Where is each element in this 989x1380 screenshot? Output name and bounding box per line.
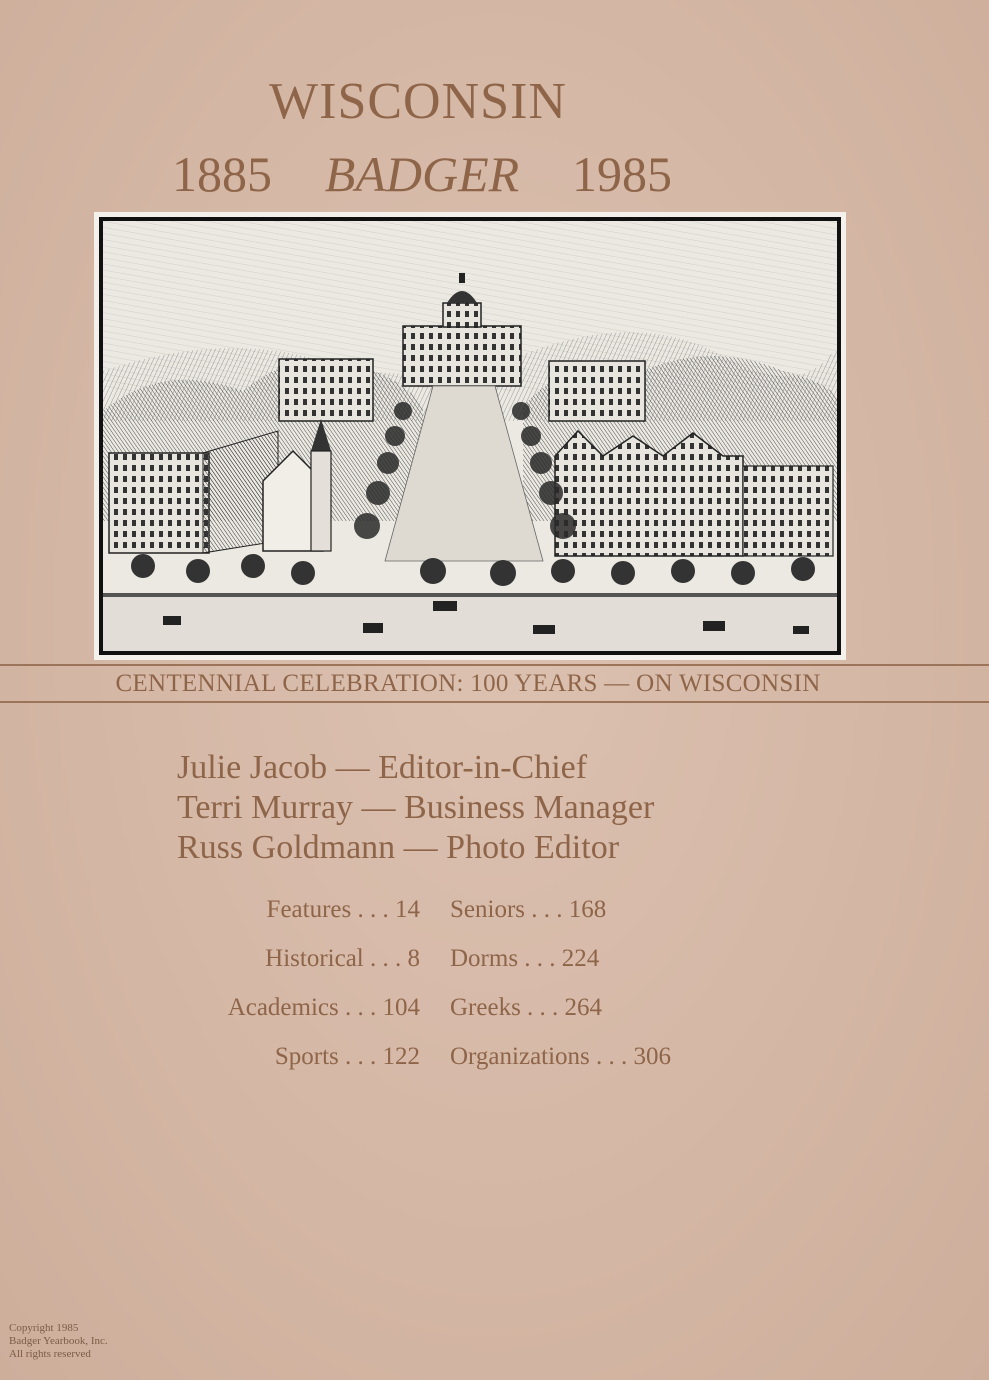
toc-item: Dorms . . . 224: [450, 945, 600, 972]
centennial-caption: CENTENNIAL CELEBRATION: 100 YEARS — ON WISCONSIN: [115, 670, 821, 697]
toc-item: Historical . . . 8: [265, 945, 420, 972]
toc-item: Organizations . . . 306: [450, 1043, 672, 1070]
copyright-line: Badger Yearbook, Inc.: [9, 1335, 108, 1347]
toc-right-column: [450, 892, 671, 1088]
copyright-line: All rights reserved: [9, 1348, 91, 1360]
title-wisconsin: WISCONSIN: [269, 73, 567, 130]
copyright-line: Copyright 1985: [9, 1322, 79, 1334]
toc-item: Features . . . 14: [266, 896, 420, 923]
staff-list: [177, 748, 654, 868]
campus-engraving: [94, 212, 846, 660]
caption-rule-bottom: [0, 701, 989, 703]
toc-item: Academics . . . 104: [227, 994, 420, 1021]
year-end: 1985: [571, 146, 672, 202]
toc-left-column: [228, 892, 420, 1088]
toc-item: Greeks . . . 264: [450, 994, 603, 1021]
toc-item: Sports . . . 122: [274, 1043, 420, 1070]
toc-item: Seniors . . . 168: [450, 896, 607, 923]
year-start: 1885: [172, 146, 272, 202]
staff-photo-editor: Russ Goldmann — Photo Editor: [177, 829, 620, 866]
staff-business-manager: Terri Murray — Business Manager: [177, 789, 655, 826]
copyright-notice: [9, 1322, 108, 1361]
title-years: [172, 146, 672, 202]
caption-rule-top: [0, 664, 989, 666]
title-badger: BADGER: [324, 146, 520, 202]
staff-editor: Julie Jacob — Editor-in-Chief: [177, 749, 588, 786]
